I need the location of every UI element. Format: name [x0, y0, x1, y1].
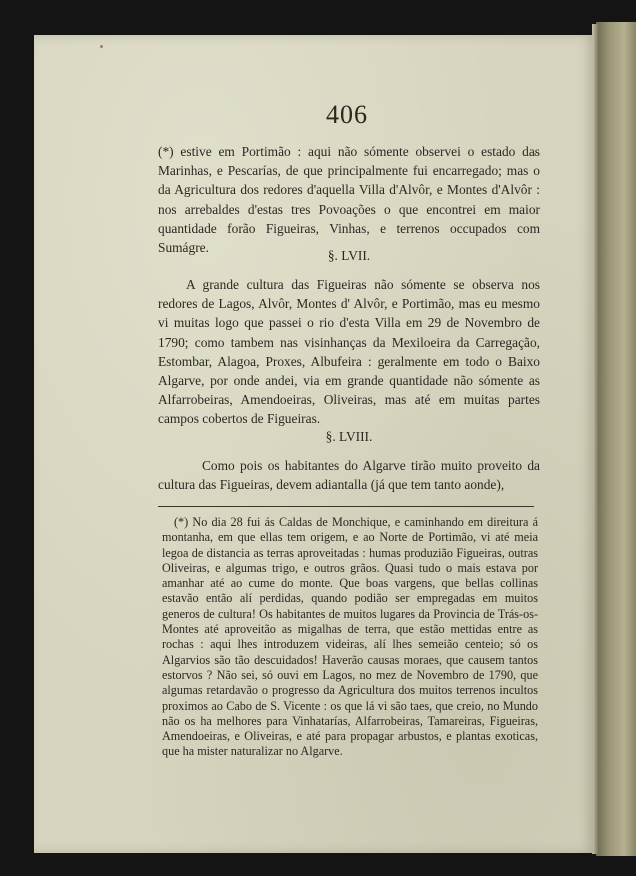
section-lviii-paragraph: Como pois os habitantes do Algarve tirão muito proveito da cultura das Figueiras, devem adiantalla (já que tem tanto aonde), — [158, 458, 540, 493]
footnote-divider — [158, 506, 534, 507]
opening-paragraph-block — [158, 142, 540, 257]
paper-speck — [100, 45, 103, 48]
opening-paragraph: (*) estive em Portimão : aqui não sómente observei o estado das Marinhas, e Pescarías, de que principalmente fui encarregado; mas o da Agricultura dos redores d'aquella Villa d'Alvôr, e Montes d'Alvôr : nos arrebaldes d'estas tres Povoações o que encontrei em maior quantidade forão Figueiras, Vinhas, e terrenos occupados com Sumágre. — [158, 144, 540, 256]
section-lvii-block — [158, 275, 540, 429]
section-lviii-block — [158, 456, 540, 494]
section-heading-lviii: §. LVIII. — [325, 429, 373, 444]
section-heading-lvii: §. LVII. — [327, 248, 371, 263]
footnote-block — [162, 515, 538, 760]
page-number: 406 — [326, 100, 368, 129]
footnote-text: (*) No dia 28 fui ás Caldas de Monchique, e caminhando em direitura á montanha, em que ellas tem origem, e ao Norte de Portimão, vi até meia legoa de distancia as terras aproveitadas : humas produzião Figueiras, outras Oliveiras, e algumas trigo, e outros grãos. Quasi tudo o mais estava por amanhar até ao cume do monte. Que boas vargens, que bellas collinas estavão então alí perdidas, quando podião ser empregadas em muitos generos de cultura! Os habitantes de muitos lugares da Provincia de Trás-os-Montes até aproveitão as migalhas de terra, que estão mettidas entre as rochas : aqui lhes introduzem videiras, alí lhes semeião centeio; só os Algarvios são tão descuidados! Haverão causas moraes, que causem tantos estorvos ? Não sei, só ouvi em Lagos, no mez de Novembro de 1790, que algumas retardavão o progresso da Agricultura dos muitos terrenos incultos proximos ao Cabo de S. Vicente : os que lá vi são taes, que creio, no Mundo não os ha melhores para Vinhatarías, Alfarrobeiras, Tamareiras, Figueiras, Amendoeiras, e Oliveiras, e até para propagar arbustos, e plantas exoticas, que ha mister naturalizar no Algarve. — [162, 515, 538, 759]
section-lvii-paragraph: A grande cultura das Figueiras não sómente se observa nos redores de Lagos, Alvôr, Montes d' Alvôr, e Portimão, mas eu mesmo vi muitas logo que passei o rio d'esta Villa em 29 de Novembro de 1790; como tambem nas visinhanças da Mexiloeira da Carregação, Estombar, Alagoa, Proxes, Albufeira : geralmente em todo o Baixo Algarve, por onde andei, via em grande quantidade não sómente as Alfarrobeiras, Amendoeiras, Oliveiras, mas até em muitas partes campos cobertos de Figueiras. — [158, 277, 540, 427]
book-spine — [596, 22, 636, 856]
